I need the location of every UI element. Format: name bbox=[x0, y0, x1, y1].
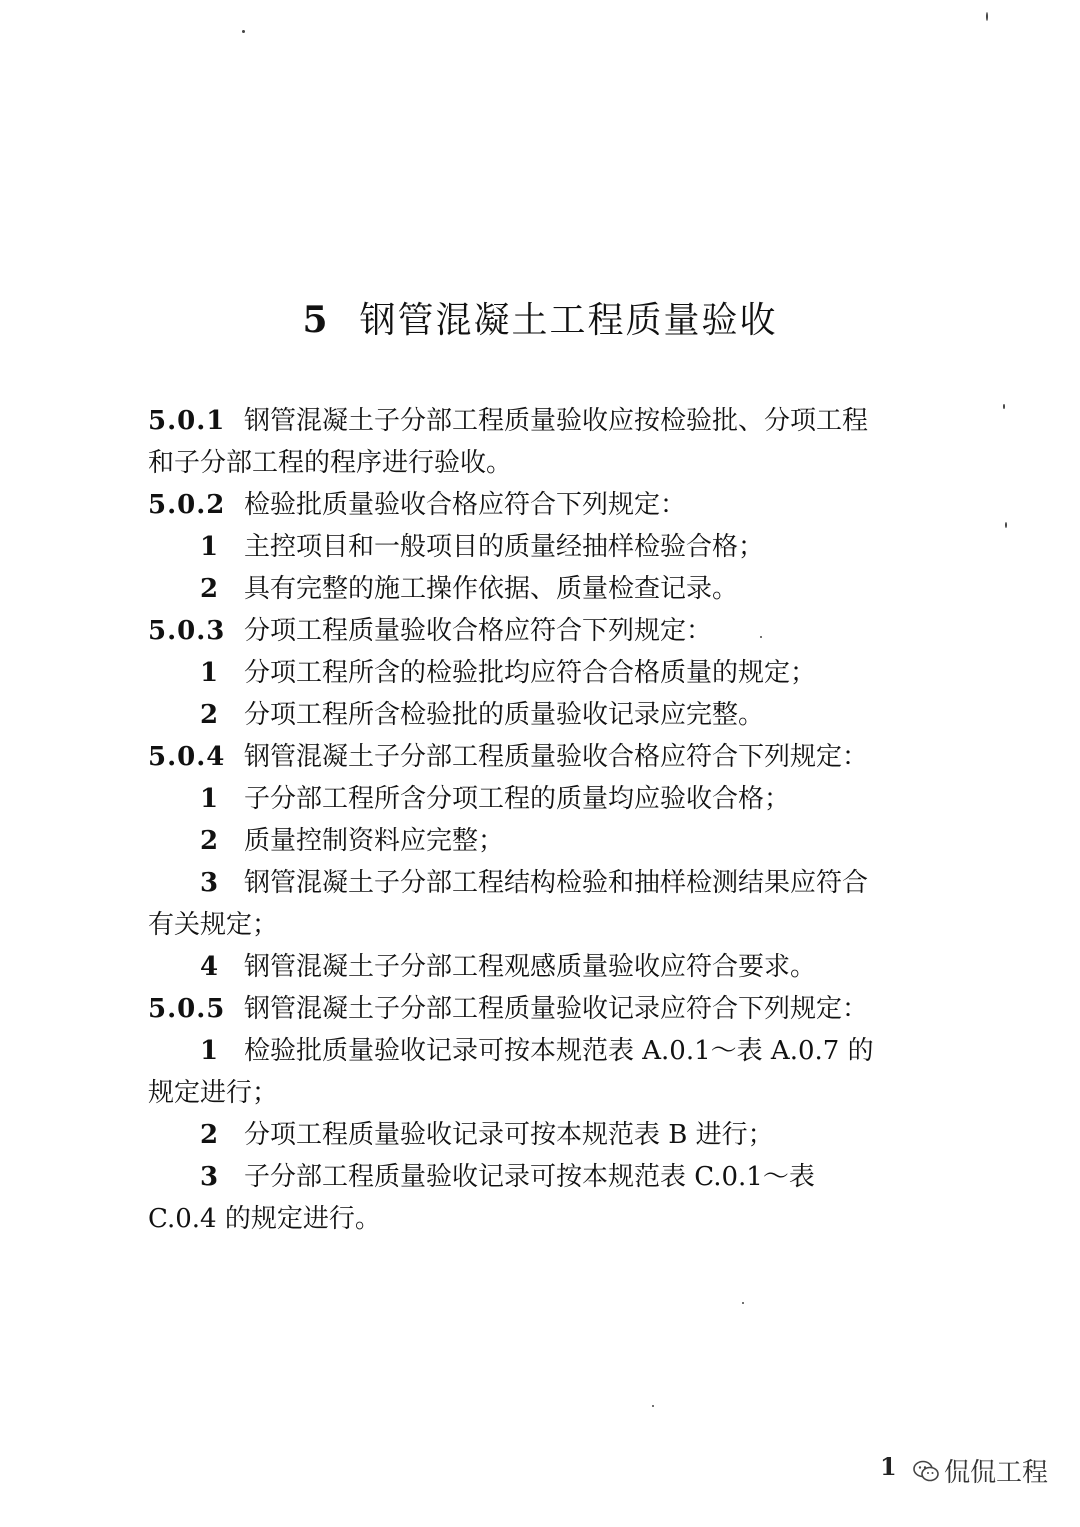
chapter-title-text: 钢管混凝土工程质量验收 bbox=[359, 300, 778, 341]
scan-speck bbox=[242, 30, 245, 33]
list-item bbox=[148, 1072, 938, 1114]
clause-text: 检验批质量验收合格应符合下列规定： bbox=[244, 490, 687, 520]
item-text: 主控项目和一般项目的质量经抽样检验合格； bbox=[244, 532, 765, 562]
scan-speck bbox=[1005, 522, 1007, 528]
item-text: 分项工程所含检验批的质量验收记录应完整。 bbox=[244, 700, 765, 730]
item-text: 子分部工程质量验收记录可按本规范表 C.0.1～表 bbox=[244, 1162, 815, 1192]
scan-speck bbox=[742, 1302, 744, 1304]
item-text: 具有完整的施工操作依据、质量检查记录。 bbox=[244, 574, 739, 604]
clause-number: 5.0.4 bbox=[148, 742, 226, 772]
item-number: 2 bbox=[200, 700, 219, 730]
list-item bbox=[148, 1114, 938, 1156]
item-number: 1 bbox=[200, 1036, 219, 1066]
clause-text: 分项工程质量验收合格应符合下列规定： bbox=[244, 616, 713, 646]
clause-line bbox=[148, 736, 938, 778]
list-item bbox=[148, 568, 938, 610]
item-text: 检验批质量验收记录可按本规范表 A.0.1～表 A.0.7 的 bbox=[244, 1036, 874, 1066]
clause-line bbox=[148, 988, 938, 1030]
list-item bbox=[148, 652, 938, 694]
clause-number: 5.0.3 bbox=[148, 616, 226, 646]
list-item bbox=[148, 1030, 938, 1072]
clause-number: 5.0.1 bbox=[148, 406, 226, 436]
clause-line bbox=[148, 442, 938, 484]
watermark-text: 侃侃工程 bbox=[944, 1458, 1049, 1488]
list-item bbox=[148, 1156, 938, 1198]
item-text: C.0.4 的规定进行。 bbox=[148, 1204, 381, 1234]
item-text: 质量控制资料应完整； bbox=[244, 826, 505, 856]
clause-number: 5.0.5 bbox=[148, 994, 226, 1024]
list-item bbox=[148, 820, 938, 862]
clause-line bbox=[148, 400, 938, 442]
page-number: 1 bbox=[880, 1452, 897, 1481]
clause-text: 钢管混凝土子分部工程质量验收合格应符合下列规定： bbox=[244, 742, 869, 772]
clause-line bbox=[148, 484, 938, 526]
scan-speck bbox=[1003, 404, 1005, 409]
clause-number: 5.0.2 bbox=[148, 490, 226, 520]
item-number: 2 bbox=[200, 574, 219, 604]
clause-text: 钢管混凝土子分部工程质量验收记录应符合下列规定： bbox=[244, 994, 869, 1024]
item-text: 规定进行； bbox=[148, 1078, 279, 1108]
item-number: 1 bbox=[200, 658, 219, 688]
clause-text: 和子分部工程的程序进行验收。 bbox=[148, 448, 513, 478]
list-item bbox=[148, 1198, 938, 1240]
clause-line bbox=[148, 610, 938, 652]
item-text: 子分部工程所含分项工程的质量均应验收合格； bbox=[244, 784, 791, 814]
item-number: 2 bbox=[200, 826, 219, 856]
item-text: 钢管混凝土子分部工程结构检验和抽样检测结果应符合 bbox=[244, 868, 869, 898]
item-number: 3 bbox=[200, 1162, 219, 1192]
item-text: 分项工程所含的检验批均应符合合格质量的规定； bbox=[244, 658, 817, 688]
chapter-number: 5 bbox=[302, 299, 330, 341]
list-item bbox=[148, 946, 938, 988]
list-item bbox=[148, 862, 938, 904]
scan-speck bbox=[986, 12, 988, 21]
list-item bbox=[148, 526, 938, 568]
scan-speck bbox=[652, 1405, 654, 1407]
wechat-icon bbox=[912, 1459, 940, 1483]
item-text: 有关规定； bbox=[148, 910, 279, 940]
clause-list bbox=[148, 400, 938, 1240]
watermark bbox=[912, 1452, 1048, 1489]
item-number: 1 bbox=[200, 532, 219, 562]
item-number: 2 bbox=[200, 1120, 219, 1150]
scan-speck bbox=[760, 636, 762, 638]
list-item bbox=[148, 904, 938, 946]
item-text: 分项工程质量验收记录可按本规范表 B 进行； bbox=[244, 1120, 774, 1150]
clause-text: 钢管混凝土子分部工程质量验收应按检验批、分项工程 bbox=[244, 406, 869, 436]
list-item bbox=[148, 778, 938, 820]
item-text: 钢管混凝土子分部工程观感质量验收应符合要求。 bbox=[244, 952, 817, 982]
chapter-title bbox=[0, 292, 1080, 343]
item-number: 4 bbox=[200, 952, 219, 982]
list-item bbox=[148, 694, 938, 736]
item-number: 3 bbox=[200, 868, 219, 898]
item-number: 1 bbox=[200, 784, 219, 814]
